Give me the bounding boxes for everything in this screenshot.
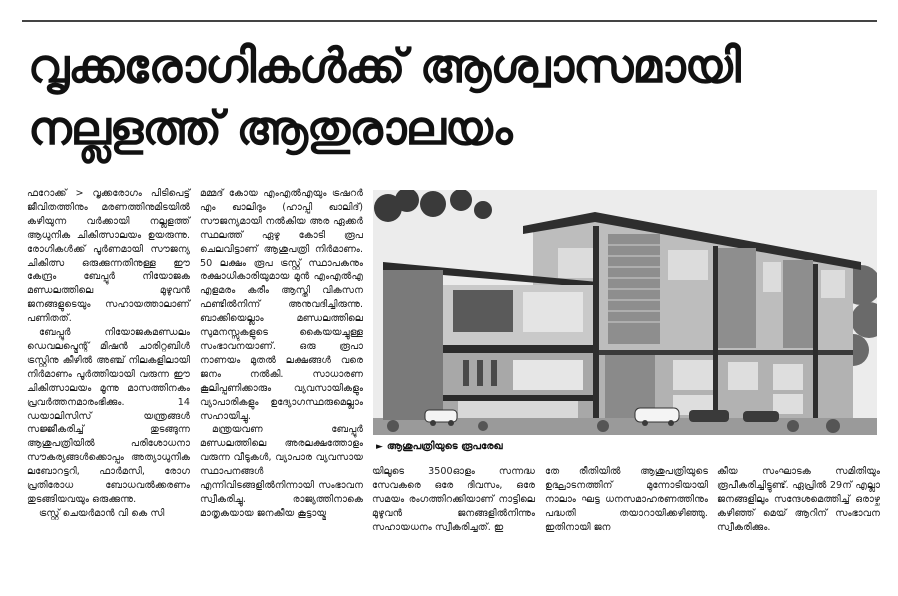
- article-column-3: [372, 465, 535, 535]
- paragraph: മമ്മദ് കോയ എംഎൽഎയും ട്രഷറർ എം ഖാലിദും (ഹാപ്പി ഖാലിദ്) സൗജന്യമായി നൽകിയ അര ഏക്കർ സ്ഥലത്ത് ഏഴു കോടി രൂപ ചെലവിട്ടാണ് ആശുപത്രി നിർമാണം. 50 ലക്ഷം രൂപ ട്രസ്റ്റ് സ്ഥാപകനും രക്ഷാധികാരിയുമായ മുൻ എംഎൽഎ എളമരം കരീം ആസ്തി വികസന ഫണ്ടിൽനിന്ന് അനുവദിച്ചിരുന്നു. ബാക്കിയെല്ലാം മണ്ഡലത്തിലെ സുമനസ്സുകളുടെ കൈയയച്ചുള്ള സംഭാവനയാണ്. ഒരു രൂപാ നാണയം മുതൽ ലക്ഷങ്ങൾ വരെ ജനം നൽകി. സാധാരണ കൂലിപ്പണിക്കാരും വ്യവസായികളും വ്യാപാരികളും ഉദ്യോഗസ്ഥരുമെല്ലാം സഹായിച്ചു.: [200, 188, 363, 422]
- paragraph: മന്ത്രയവണ ബേപ്പൂർ മണ്ഡലത്തിലെ അരലക്ഷത്തോളം വരുന്ന വീടുകൾ, വ്യാപാര വ്യവസായ സ്ഥാപനങ്ങൾ എന്നിവിടങ്ങളിൽനിന്നായി സംഭാവന സ്വീകരിച്ചു. രാജ്യത്തിനാകെ മാതൃകയായ ജനകീയ കൂട്ടായ്മ: [200, 424, 363, 519]
- headline: [28, 36, 878, 160]
- caption-triangle-icon: ►: [376, 442, 383, 452]
- headline-line-2: നല്ലളത്ത് ആതുരാലയം: [28, 101, 512, 156]
- article-column-4: [545, 465, 708, 535]
- paragraph: കീയ സംഘാടക സമിതിയും രൂപീകരിച്ചിട്ടുണ്ട്. ഏപ്രിൽ 29ന് എല്ലാ ജനങ്ങളിലും സന്ദേശമെത്തിച്ച് ഒരാഴ്ച കഴിഞ്ഞ് മെയ് ആറിന് സംഭാവന സ്വീകരിക്കും.: [717, 466, 880, 533]
- photo-caption: [376, 441, 876, 452]
- article-column-1: [27, 187, 190, 521]
- headline-line-1: വൃക്കരോഗികൾക്ക് ആശ്വാസമായി: [28, 39, 740, 94]
- paragraph: ട്രസ്റ്റ് ചെയർമാൻ വി കെ സി: [39, 507, 165, 519]
- paragraph: തേ രീതിയിൽ ആശുപത്രിയുടെ ഉദ്ഘാടനത്തിന് മുന്നോടിയായി നാലാം ഘട്ട ധനസമാഹരണത്തിനും പദ്ധതി തയാറായിക്കഴിഞ്ഞു. ഇതിനായി ജന: [545, 466, 708, 533]
- article-column-5: [717, 465, 880, 535]
- hospital-building-rendering: [373, 190, 877, 435]
- article-column-2: [200, 187, 363, 521]
- paragraph: ബേപ്പൂർ നിയോജകമണ്ഡലം ഡെവലപ്മെന്റ് മിഷൻ ചാരിറ്റബിൾ ട്രസ്റ്റിനു കീഴിൽ അഞ്ച് നിലകളിലായി നിർമാണം പൂർത്തിയായി വരുന്ന ഈ ചികിത്സാലയം മൂന്നു മാസത്തിനകം പ്രവർത്തനമാരംഭിക്കും. 14 ഡയാലിസിസ് യന്ത്രങ്ങൾ സജ്ജീകരിച്ച് തുടങ്ങുന്ന ആശുപത്രിയിൽ പരിശോധനാ സൗകര്യങ്ങൾക്കൊപ്പം അത്യാധുനിക ലബോറട്ടറി, ഫാർമസി, രോഗ പ്രതിരോധ ബോധവൽക്കരണം തുടങ്ങിയവയും ഒരുക്കുന്നു.: [27, 327, 190, 505]
- caption-text: ആശുപത്രിയുടെ രൂപരേഖ: [386, 441, 503, 452]
- paragraph: യിലൂടെ 3500ഓളം സന്നദ്ധ സേവകരെ ഒരേ ദിവസം, ഒരേ സമയം രംഗത്തിറക്കിയാണ് നാട്ടിലെ മുഴുവൻ ജനങ്ങളിൽനിന്നും സഹായധനം സ്വീകരിച്ചത്. ഇ: [372, 466, 535, 533]
- paragraph: ഫറോക്ക് > വൃക്കരോഗം പിടിപെട്ട് ജീവിതത്തിനും മരണത്തിനുമിടയിൽ കഴിയുന്ന വർക്കായി നല്ലളത്ത് ആധുനിക ചികിത്സാലയം ഉയരുന്നു. രോഗികൾക്ക് പൂർണമായി സൗജന്യ ചികിത്സ ഒരുക്കുന്നതിനുള്ള ഈ കേന്ദ്രം ബേപ്പൂർ നിയോജക മണ്ഡലത്തിലെ മുഴുവൻ ജനങ്ങളുടെയും സഹായത്താലാണ് പണിതത്.: [27, 188, 190, 325]
- top-rule: [22, 20, 877, 22]
